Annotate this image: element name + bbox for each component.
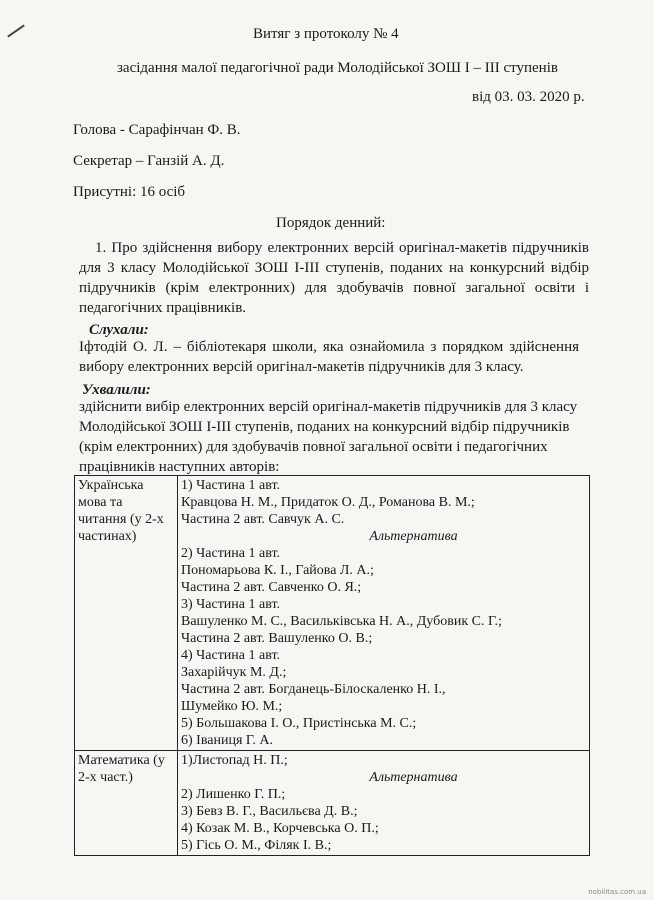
author-line: Частина 2 авт. Савчук А. С. (181, 512, 345, 527)
author-line: Частина 2 авт. Савченко О. Я.; (181, 580, 362, 595)
document-subtitle: засідання малої педагогічної ради Молодійської ЗОШ І – ІІІ ступенів (117, 60, 558, 76)
document-title: Витяг з протоколу № 4 (253, 26, 399, 42)
attendance: Присутні: 16 осіб (73, 184, 186, 200)
decided-line: здійснити вибір електронних версій оригінал-макетів підручників для 3 класу (79, 399, 578, 415)
author-line: Кравцова Н. М., Придаток О. Д., Романова В. М.; (181, 495, 475, 510)
textbook-table (74, 475, 590, 856)
author-line: 5) Большакова І. О., Пристінська М. С.; (181, 716, 417, 731)
author-line: Пономарьова К. І., Гайова Л. А.; (181, 563, 374, 578)
table-row (75, 751, 590, 856)
subject-cell: Українська мова та читання (у 2-х частинах) (75, 476, 178, 751)
chairperson: Голова - Сарафінчан Ф. В. (73, 122, 241, 138)
author-line: Вашуленко М. С., Васильківська Н. А., Дубовик С. Г.; (181, 614, 502, 629)
author-line: 4) Частина 1 авт. (181, 648, 281, 663)
secretary: Секретар – Ганзій А. Д. (73, 153, 225, 169)
alternative-label: Альтернатива (369, 770, 458, 785)
decided-heading: Ухвалили: (82, 382, 151, 398)
authors-cell (178, 751, 590, 856)
heard-text: Іфтодій О. Л. – бібліотекаря школи, яка ознайомила з порядком здійснення вибору електронних версій оригінал-макетів підручників для 3 класу. (79, 339, 579, 375)
author-line: 2) Частина 1 авт. (181, 546, 281, 561)
author-line: 4) Козак М. В., Корчевська О. П.; (181, 821, 379, 836)
author-line: 3) Частина 1 авт. (181, 597, 281, 612)
watermark-stamp: nobilitas.com.ua (588, 888, 646, 896)
decided-line: (крім електронних) для здобувачів повної загальної освіти і педагогічних (79, 439, 548, 455)
author-line: Шумейко Ю. М.; (181, 699, 283, 714)
author-line: 2) Лишенко Г. П.; (181, 787, 286, 802)
author-line: 1) Частина 1 авт. (181, 478, 281, 493)
author-line: Захарійчук М. Д.; (181, 665, 287, 680)
document-date: від 03. 03. 2020 р. (472, 89, 585, 105)
agenda-title: Порядок денний: (276, 215, 386, 231)
decided-text (79, 397, 579, 477)
pen-mark (7, 24, 25, 37)
decided-line: Молодійської ЗОШ І-ІІІ ступенів, поданих на конкурсний відбір підручників (79, 419, 570, 435)
decided-line: працівників наступних авторів: (79, 459, 280, 475)
heard-heading: Слухали: (89, 322, 149, 338)
author-line: 3) Бевз В. Г., Васильєва Д. В.; (181, 804, 358, 819)
alternative-label: Альтернатива (369, 529, 458, 544)
author-line: Частина 2 авт. Богданець-Білоскаленко Н. І., (181, 682, 446, 697)
table-row (75, 476, 590, 751)
subject-cell: Математика (у 2-х част.) (75, 751, 178, 856)
agenda-item-1: 1. Про здійснення вибору електронних версій оригінал-макетів підручників для 3 класу Молодійської ЗОШ І-ІІІ ступенів, поданих на конкурсний відбір підручників (крім електронних) для здобувачів повної загальної освіти і педагогічних працівників. (79, 240, 589, 316)
author-line: 1)Листопад Н. П.; (181, 753, 288, 768)
authors-cell (178, 476, 590, 751)
author-line: 5) Гісь О. М., Філяк І. В.; (181, 838, 332, 853)
author-line: Частина 2 авт. Вашуленко О. В.; (181, 631, 373, 646)
author-line: 6) Іваниця Г. А. (181, 733, 274, 748)
